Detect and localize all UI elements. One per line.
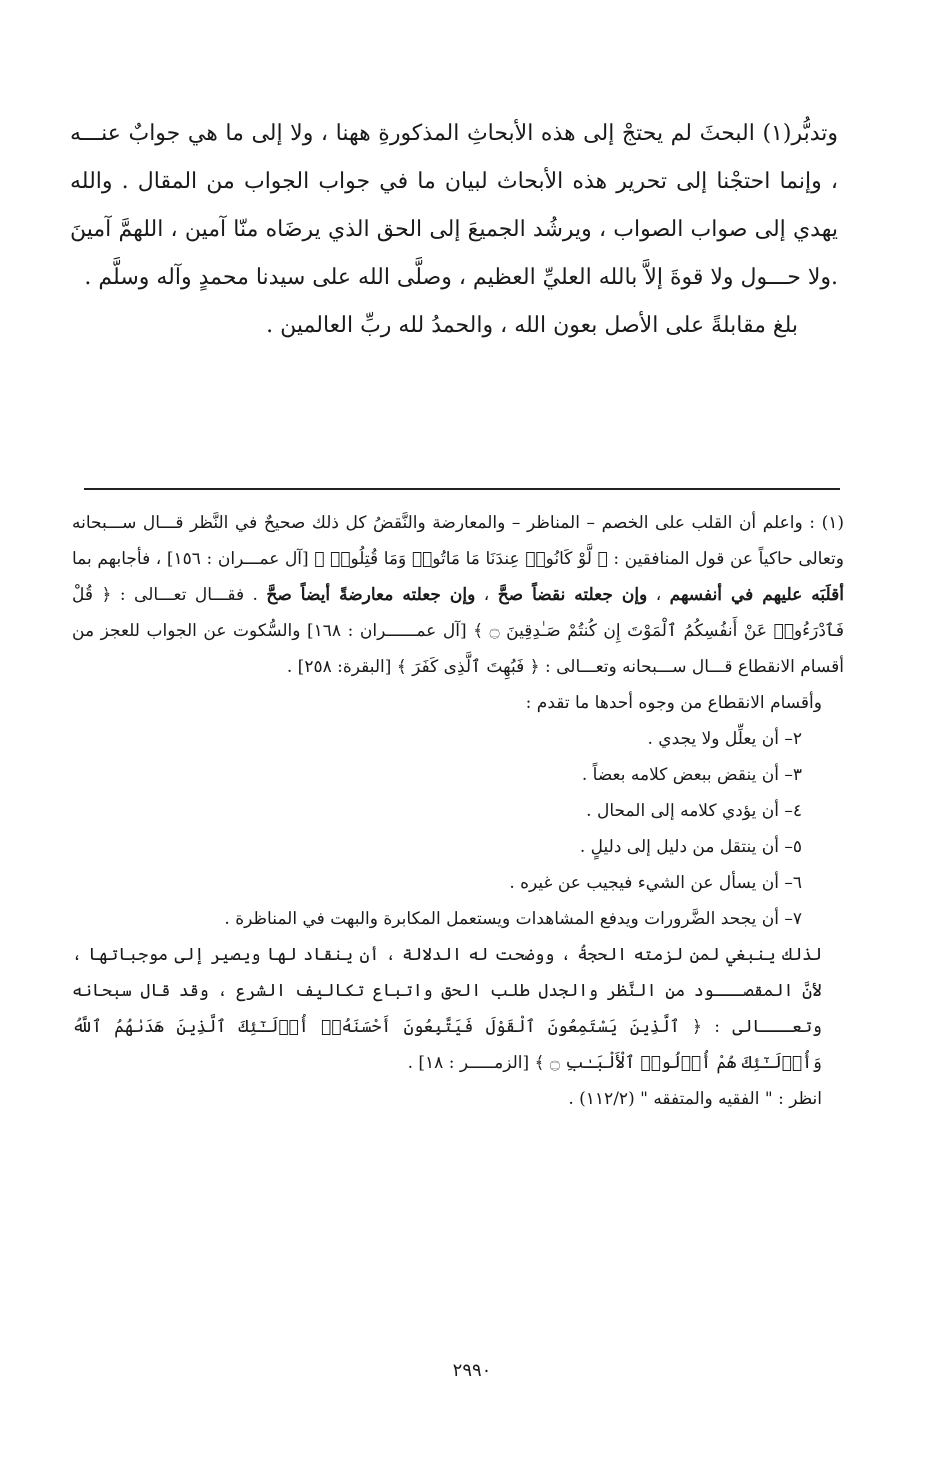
footnote [72, 505, 844, 1117]
footnote-intro [72, 505, 844, 685]
footnote-reference: انظر : " الفقيه والمتفقه " (١١٢/٢) . [568, 1089, 822, 1109]
page-number: ٢٩٩٠ [452, 1360, 492, 1381]
list-item: ٤– أن يؤدي كلامه إلى المحال . [586, 801, 802, 821]
list-item: ٢– أن يعلِّل ولا يجدي . [647, 729, 802, 749]
footnote-text: ، [475, 585, 498, 605]
collation-note: بلغ مقابلةً على الأصل بعون الله ، والحمدُ لله ربِّ العالمين . [266, 313, 798, 338]
footnote-emphasis: أقلَبَه عليهم في أنفسهم [669, 585, 844, 605]
list-item: ٧– أن يجحد الضَّرورات ويدفع المشاهدات ويستعمل المكابرة والبهت في المناظرة . [224, 909, 802, 929]
list-item: ٣– أن ينقض ببعض كلامه بعضاً . [581, 765, 802, 785]
list-item: ٥– أن ينتقل من دليل إلى دليلٍ . [579, 837, 802, 857]
list-intro: وأقسام الانقطاع من وجوه أحدها ما تقدم : [525, 693, 822, 713]
footnote-separator [84, 488, 840, 490]
main-paragraph: وتدبُّر(١) البحثَ لم يحتجْ إلى هذه الأبحاثِ المذكورةِ ههنا ، ولا إلى ما هي جوابٌ عنـــه ، وإنما احتجْنا إلى تحرير هذه الأبحاث لبيان ما في جواب الجواب من المقال . والله يهدي إلى صواب الصواب ، ويرشُد الجميعَ إلى الحق الذي يرضَاه منّا آمين ، اللهمَّ آمينَ .ولا حـــول ولا قوةَ إلاَّ بالله العليِّ العظيم ، وصلَّى الله على سيدنا محمدٍ وآله وسلَّم . [70, 121, 838, 290]
footnote-text: ، [647, 585, 670, 605]
footnote-emphasis: وإن جعلته نقضاً صحَّ [497, 585, 648, 605]
footnote-conclusion: لذلك ينبغي لمن لزمته الحجةُ ، ووضحت له الدلالة ، أن ينقاد لها ويصير إلى موجباتها ، لأنَّ المقصـــود من النَّظر والجدل طلب الحق واتباع تكاليف الشرع ، وقد قال سبحانه وتعـــالى : ﴿ ٱلَّذِينَ يَسْتَمِعُونَ ٱلْقَوْلَ فَيَتَّبِعُونَ أَحْسَنَهُۥٓ أُو۟لَـٰٓئِكَ ٱلَّذِينَ هَدَىٰهُمُ ٱللَّهُ وَأُو۟لَـٰٓئِكَ هُمْ أُو۟لُوا۟ ٱلْأَلْبَـٰبِ ۝ ﴾ [الزمـــــر : ١٨] . [72, 945, 822, 1073]
footnote-text: . فقـــال تعـــالى : ﴿ قُلْ فَٱدْرَءُوا۟ عَنْ أَنفُسِكُمُ ٱلْمَوْتَ إِن كُنتُمْ صَـٰدِقِينَ ۝ ﴾ [آل عمــــــران : ١٦٨] والسُّكوت عن الجواب للعجز من أقسام الانقطاع قـــال ســـبحانه وتعـــالى : ﴿ فَبُهِتَ ٱلَّذِى كَفَرَ ﴾ [البقرة: ٢٥٨] . [72, 585, 845, 677]
footnote-emphasis: وإن جعلته معارضةً أيضاً صحَّ [266, 585, 476, 605]
footnote-text: (١) : واعلم أن القلب على الخصم – المناظر – والمعارضة والنَّقضُ كل ذلك صحيحٌ في النَّظر قـــال ســـبحانه وتعالى حاكياً عن قول المنافقين : ﴿ لَّوْ كَانُوا۟ عِندَنَا مَا مَاتُوا۟ وَمَا قُتِلُوا۟ ﴾ [آل عمـــران : ١٥٦] ، فأجابهم بما [72, 513, 844, 569]
list-item: ٦– أن يسأل عن الشيء فيجيب عن غيره . [509, 873, 802, 893]
main-text [70, 110, 838, 350]
